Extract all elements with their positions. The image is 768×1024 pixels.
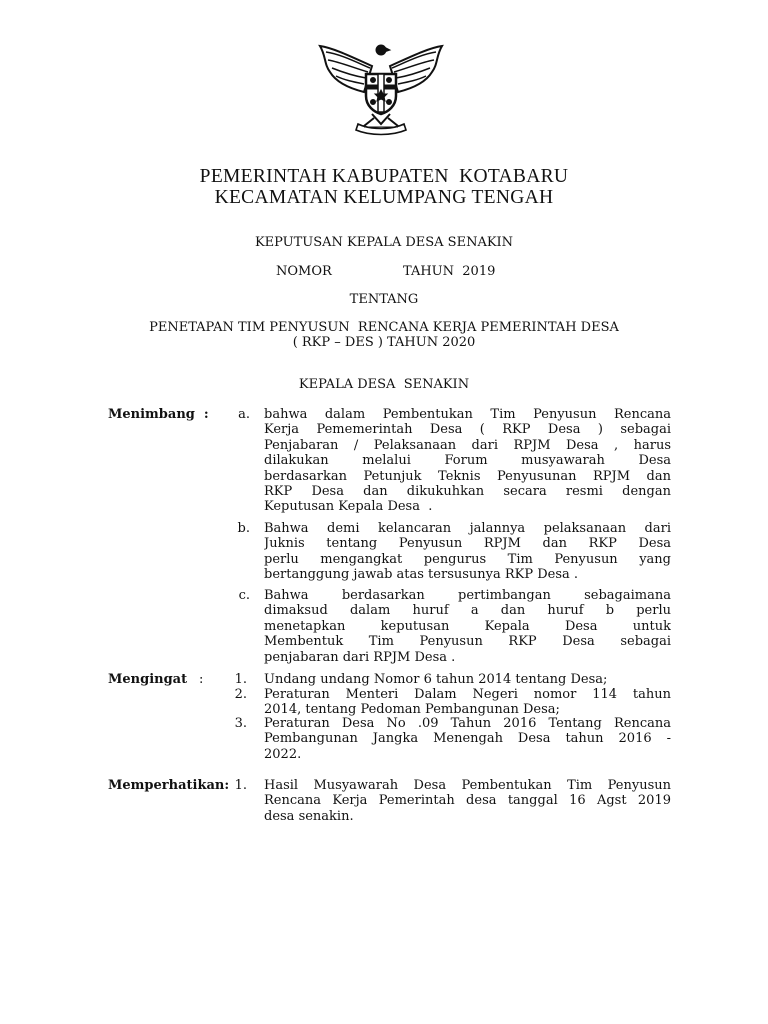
decree-subject-line1: PENETAPAN TIM PENYUSUN RENCANA KERJA PEMERINTAH DESA <box>149 320 619 335</box>
text-line: desa senakin. <box>264 808 354 824</box>
text-line: Penjabaran / Pelaksanaan dari RPJM Desa , harus <box>264 437 671 453</box>
considering-item-c <box>264 588 671 665</box>
decree-number-label: NOMOR <box>276 264 332 279</box>
text-line: Pembangunan Jangka Menengah Desa tahun 2016 - <box>264 731 671 747</box>
text-line: Juknis tentang Penyusun RPJM dan RKP Desa <box>264 536 671 552</box>
section-label-noting: Memperhatikan: <box>108 778 230 793</box>
district-title: KECAMATAN KELUMPANG TENGAH <box>214 187 554 208</box>
noting-item-1 <box>264 778 671 824</box>
text-line: Bahwa demi kelancaran jalannya pelaksanaan dari <box>264 521 671 536</box>
considering-item-b <box>264 521 671 583</box>
government-title: PEMERINTAH KABUPATEN KOTABARU <box>199 166 569 187</box>
text-line: dilakukan melalui Forum musyawarah Desa <box>264 453 671 469</box>
text-line: Peraturan Menteri Dalam Negeri nomor 114 tahun <box>264 687 671 702</box>
about-heading: TENTANG <box>349 292 419 307</box>
item-marker: 2. <box>234 687 247 702</box>
text-line: Hasil Musyawarah Desa Pembentukan Tim Penyusun <box>264 778 671 793</box>
text-line: dimaksud dalam huruf a dan huruf b perlu <box>264 603 671 619</box>
label-colon: : <box>199 672 204 687</box>
text-line: RKP Desa dan dikukuhkan secara resmi dengan <box>264 483 671 499</box>
garuda-emblem-icon <box>314 38 448 136</box>
recalling-item-1 <box>264 672 671 687</box>
text-line: Membentuk Tim Penyusun RKP Desa sebagai <box>264 634 671 650</box>
text-line: 2022. <box>264 746 302 762</box>
text-line: bertanggung jawab atas tersusunya RKP Desa . <box>264 567 579 583</box>
text-line: Undang undang Nomor 6 tahun 2014 tentang Desa; <box>264 672 608 687</box>
item-marker: c. <box>238 588 250 603</box>
item-marker: 1. <box>234 778 247 793</box>
item-marker: b. <box>237 521 250 536</box>
recalling-item-3 <box>264 716 671 762</box>
section-label-considering: Menimbang : <box>108 407 209 422</box>
decree-title: KEPUTUSAN KEPALA DESA SENAKIN <box>254 235 514 250</box>
text-line: bahwa dalam Pembentukan Tim Penyusun Rencana <box>264 407 671 422</box>
item-marker: 1. <box>234 672 247 687</box>
decree-year: TAHUN 2019 <box>403 264 496 279</box>
text-line: Keputusan Kepala Desa . <box>264 499 433 515</box>
item-marker: 3. <box>234 716 247 731</box>
text-line: penjabaran dari RPJM Desa . <box>264 649 456 665</box>
considering-item-a <box>264 407 671 515</box>
recalling-item-2 <box>264 687 671 718</box>
item-marker: a. <box>238 407 250 422</box>
text-line: Bahwa berdasarkan pertimbangan sebagaimana <box>264 588 671 603</box>
issuer-heading: KEPALA DESA SENAKIN <box>298 377 470 392</box>
text-line: menetapkan keputusan Kepala Desa untuk <box>264 618 671 634</box>
text-line: Peraturan Desa No .09 Tahun 2016 Tentang Rencana <box>264 716 671 731</box>
section-label-recalling: Mengingat <box>108 672 188 687</box>
text-line: Kerja Pememerintah Desa ( RKP Desa ) sebagai <box>264 422 671 438</box>
decree-subject-line2: ( RKP – DES ) TAHUN 2020 <box>292 335 476 350</box>
text-line: berdasarkan Petunjuk Teknis Penyusunan RPJM dan <box>264 468 671 484</box>
text-line: 2014, tentang Pedoman Pembangunan Desa; <box>264 702 560 718</box>
text-line: perlu mengangkat pengurus Tim Penyusun yang <box>264 551 671 567</box>
text-line: Rencana Kerja Pemerintah desa tanggal 16 Agst 2019 <box>264 793 671 809</box>
